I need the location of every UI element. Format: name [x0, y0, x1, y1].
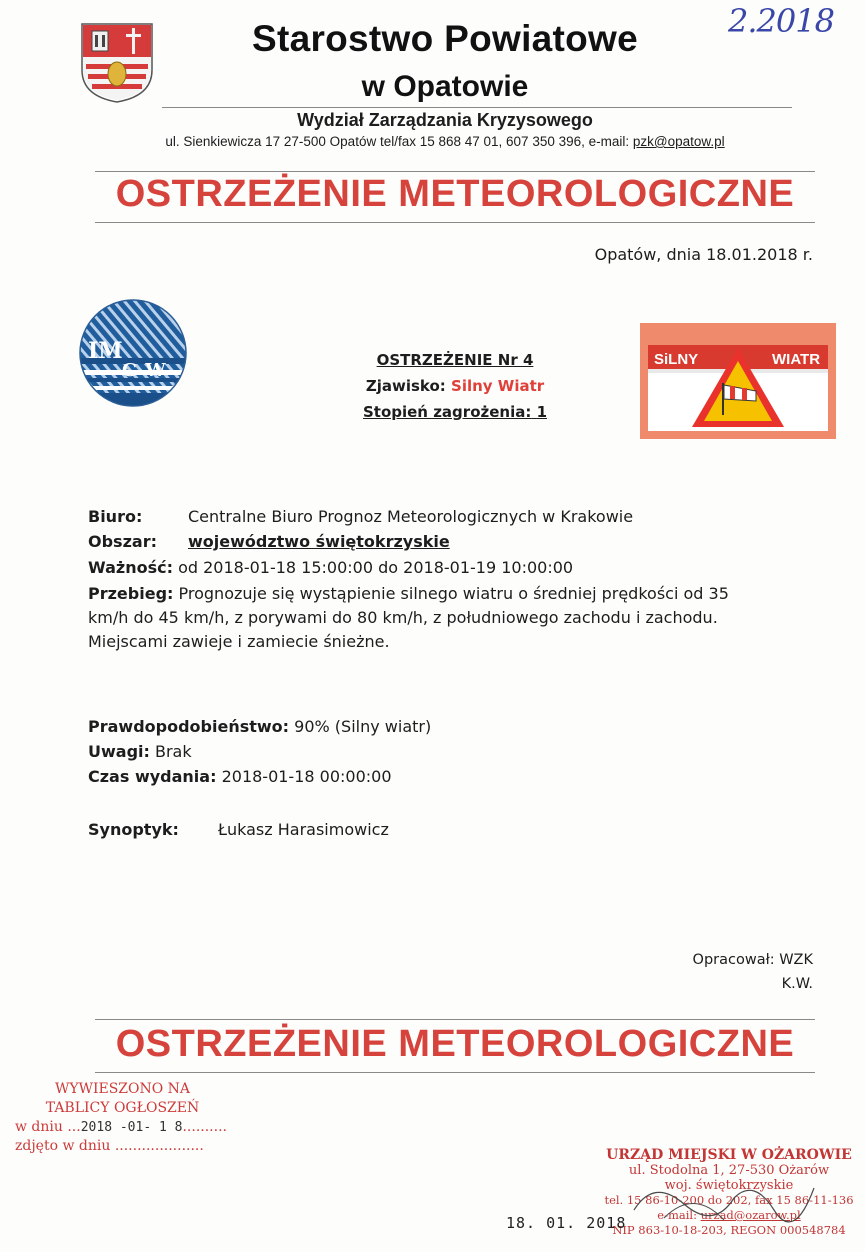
imgw-logo-text-bottom: GW: [122, 360, 174, 381]
posting-stamp-date-label: w dniu ...: [15, 1119, 81, 1135]
office-stamp-email: urzad@ozarow.pl: [700, 1208, 801, 1222]
course-line-2: km/h do 45 km/h, z porywami do 80 km/h, z południowego zachodu i zachodu.: [88, 608, 718, 627]
banner-top-line-below: [95, 222, 815, 223]
area-value: województwo świętokrzyskie: [188, 532, 450, 551]
office-stamp-line-5: NIP 863-10-18-203, REGON 000548784: [612, 1223, 846, 1237]
phenomenon-label: Zjawisko:: [365, 377, 446, 395]
warning-summary: [300, 347, 610, 425]
course-line-1: Prognozuje się wystąpienie silnego wiatru o średniej prędkości od 35: [178, 584, 729, 603]
document-date: Opatów, dnia 18.01.2018 r.: [594, 245, 813, 264]
probability-label: Prawdopodobieństwo:: [88, 717, 290, 736]
prepared-by-line-2: K.W.: [781, 976, 813, 992]
issued-value: 2018-01-18 00:00:00: [221, 767, 392, 786]
course-row: [88, 582, 808, 654]
validity-row: [88, 556, 573, 580]
office-stamp-line-2: woj. świętokrzyskie: [664, 1178, 794, 1193]
address-text: ul. Sienkiewicza 17 27-500 Opatów tel/fax 15 868 47 01, 607 350 396, e-mail:: [165, 134, 630, 149]
imgw-logo-text-top: IM: [88, 338, 123, 364]
posting-stamp: [15, 1080, 230, 1156]
email-link[interactable]: pzk@opatow.pl: [632, 134, 725, 149]
posting-stamp-line-2: TABLICY OGŁOSZEŃ: [45, 1100, 200, 1116]
level-label: Stopień zagrożenia:: [362, 403, 532, 421]
office-stamp-line-1: ul. Stodolna 1, 27-530 Ożarów: [628, 1163, 830, 1178]
sign-text-right: WIATR: [772, 351, 821, 368]
area-row: [88, 530, 450, 554]
bureau-value: Centralne Biuro Prognoz Meteorologicznych w Krakowie: [188, 507, 634, 526]
issued-label: Czas wydania:: [88, 767, 217, 786]
banner-bottom-line-above: [95, 1019, 815, 1020]
posting-stamp-date-dots: ..........: [182, 1119, 227, 1135]
office-stamp-line-3: tel. 15 86-10-200 do 202, fax 15 86-11-136: [604, 1193, 854, 1207]
office-stamp-title: URZĄD MIEJSKI W OŻAROWIE: [606, 1147, 852, 1163]
validity-value: od 2018-01-18 15:00:00 do 2018-01-19 10:00:00: [178, 558, 574, 577]
posting-stamp-date: 2018 -01- 1 8: [80, 1120, 183, 1135]
area-label: Obszar:: [88, 532, 157, 551]
header-divider: [162, 107, 792, 108]
prepared-by-line-1: Opracował: WZK: [692, 952, 813, 968]
office-subtitle: w Opatowie: [361, 70, 529, 103]
posting-stamp-line-1: WYWIESZONO NA: [54, 1081, 191, 1097]
office-stamp-email-label: e-mail:: [657, 1208, 697, 1222]
bureau-row: [88, 505, 634, 529]
remarks-value: Brak: [155, 742, 192, 761]
office-stamp: [604, 1148, 854, 1238]
warning-number: OSTRZEŻENIE Nr 4: [376, 351, 534, 369]
posting-stamp-line-4: zdjęto w dniu ....................: [15, 1138, 204, 1154]
signature-scribble: [604, 1148, 854, 1238]
probability-row: [88, 715, 431, 739]
synoptic-label: Synoptyk:: [88, 820, 179, 839]
coat-of-arms-logo: [80, 22, 154, 104]
banner-top-line-above: [95, 171, 815, 172]
sign-panel: [648, 345, 828, 431]
probability-value: 90% (Silny wiatr): [294, 717, 432, 736]
handwritten-note: 2.2018: [728, 2, 834, 40]
course-label: Przebieg:: [88, 584, 174, 603]
sign-text-left: SiLNY: [654, 351, 699, 368]
office-title: Starostwo Powiatowe: [251, 18, 639, 59]
banner-bottom: OSTRZEŻENIE METEOROLOGICZNE: [115, 1023, 795, 1065]
remarks-row: [88, 740, 192, 764]
issued-row: [88, 765, 392, 789]
level-value: 1: [536, 403, 548, 421]
banner-top: OSTRZEŻENIE METEOROLOGICZNE: [115, 173, 795, 215]
imgw-logo: [78, 298, 188, 408]
bureau-label: Biuro:: [88, 507, 143, 526]
remarks-label: Uwagi:: [88, 742, 150, 761]
prepared-by: [693, 948, 813, 996]
synoptic-row: [88, 818, 389, 842]
received-date: 18. 01. 2018: [506, 1214, 627, 1232]
office-address: [80, 134, 810, 149]
synoptic-value: Łukasz Harasimowicz: [218, 820, 389, 839]
validity-label: Ważność:: [88, 558, 173, 577]
department-name: Wydział Zarządzania Kryzysowego: [297, 110, 593, 130]
phenomenon-value: Silny Wiatr: [451, 377, 545, 395]
strong-wind-sign: [640, 323, 836, 439]
banner-bottom-line-below: [95, 1072, 815, 1073]
course-line-3: Miejscami zawieje i zamiecie śnieżne.: [88, 632, 390, 651]
